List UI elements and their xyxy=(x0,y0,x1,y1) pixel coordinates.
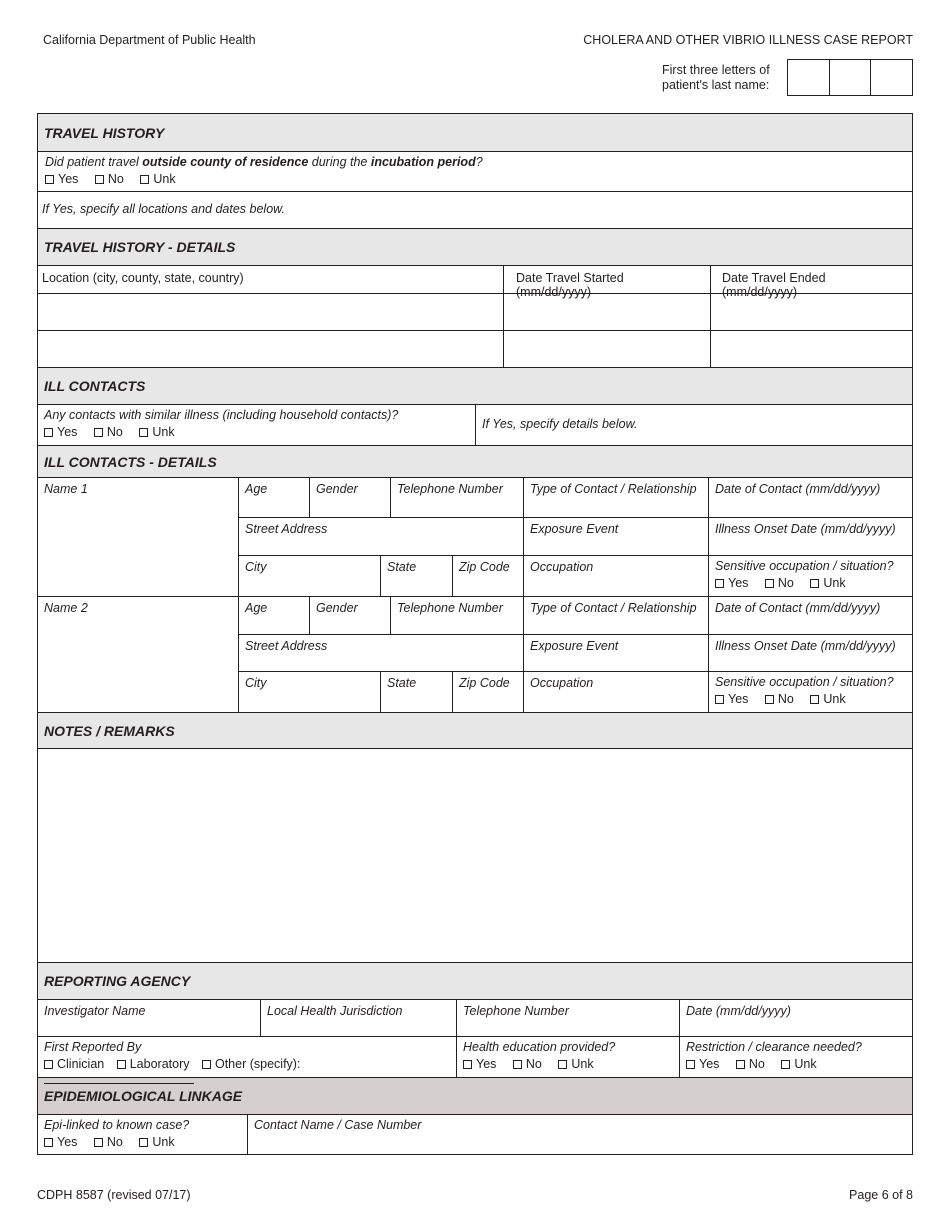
other-checkbox[interactable]: Other (specify): xyxy=(202,1057,300,1071)
travel-details-header: TRAVEL HISTORY - DETAILS xyxy=(38,229,912,266)
agency-name: California Department of Public Health xyxy=(43,33,256,47)
health-ed-no-checkbox[interactable]: No xyxy=(513,1057,542,1071)
checkbox-icon xyxy=(44,1138,53,1147)
checkbox-icon xyxy=(44,428,53,437)
checkbox-icon xyxy=(810,695,819,704)
contact-city[interactable]: City xyxy=(239,556,381,596)
epi-linked-question: Epi-linked to known case? xyxy=(44,1118,190,1132)
page-number: Page 6 of 8 xyxy=(849,1188,913,1202)
sensitive-yes-checkbox[interactable]: Yes xyxy=(715,692,748,706)
health-education-question: Health education provided? xyxy=(463,1040,616,1054)
contact-state[interactable]: State xyxy=(381,672,453,712)
contact-occupation[interactable]: Occupation xyxy=(524,556,709,596)
checkbox-icon xyxy=(715,695,724,704)
contact-city[interactable]: City xyxy=(239,672,381,712)
col-location: Location (city, county, state, country) xyxy=(38,266,504,293)
clinician-checkbox[interactable]: Clinician xyxy=(44,1057,104,1071)
checkbox-icon xyxy=(139,1138,148,1147)
travel-location-field[interactable] xyxy=(38,294,504,330)
travel-start-field[interactable] xyxy=(504,331,711,367)
ill-contacts-specify: If Yes, specify details below. xyxy=(482,417,638,431)
reporting-telephone[interactable]: Telephone Number xyxy=(457,1000,680,1036)
checkbox-icon xyxy=(736,1060,745,1069)
epi-yes-checkbox[interactable]: Yes xyxy=(44,1135,77,1149)
contact-state[interactable]: State xyxy=(381,556,453,596)
contact-date[interactable]: Date of Contact (mm/dd/yyyy) xyxy=(715,601,881,615)
notes-header: NOTES / REMARKS xyxy=(38,713,912,749)
contact-gender[interactable]: Gender xyxy=(310,597,391,634)
epi-unk-checkbox[interactable]: Unk xyxy=(139,1135,174,1149)
col-date-started: Date Travel Started (mm/dd/yyyy) xyxy=(504,266,711,293)
contact-2-name[interactable]: Name 2 xyxy=(38,597,239,712)
contact-telephone[interactable]: Telephone Number xyxy=(391,597,524,634)
last-name-letter-3[interactable] xyxy=(871,60,912,95)
restriction-question: Restriction / clearance needed? xyxy=(686,1040,862,1054)
travel-yes-checkbox[interactable]: Yes xyxy=(45,172,78,186)
contact-age[interactable]: Age xyxy=(239,478,310,517)
contacts-unk-checkbox[interactable]: Unk xyxy=(139,425,174,439)
epi-no-checkbox[interactable]: No xyxy=(94,1135,123,1149)
contact-onset[interactable]: Illness Onset Date (mm/dd/yyyy) xyxy=(715,522,896,536)
contact-2-block xyxy=(38,597,912,713)
travel-question-row xyxy=(38,152,912,192)
checkbox-icon xyxy=(686,1060,695,1069)
contact-date[interactable]: Date of Contact (mm/dd/yyyy) xyxy=(715,482,881,496)
contact-telephone[interactable]: Telephone Number xyxy=(391,478,524,517)
checkbox-icon xyxy=(810,579,819,588)
contact-street[interactable]: Street Address xyxy=(239,518,524,555)
sensitive-question: Sensitive occupation / situation? xyxy=(715,675,894,689)
checkbox-icon xyxy=(117,1060,126,1069)
first-reported-label: First Reported By xyxy=(44,1040,142,1054)
contact-type[interactable]: Type of Contact / Relationship xyxy=(524,478,709,517)
sensitive-unk-checkbox[interactable]: Unk xyxy=(810,576,845,590)
sensitive-no-checkbox[interactable]: No xyxy=(765,576,794,590)
travel-end-field[interactable] xyxy=(711,331,912,367)
sensitive-unk-checkbox[interactable]: Unk xyxy=(810,692,845,706)
form-table xyxy=(37,113,913,1155)
travel-location-field[interactable] xyxy=(38,331,504,367)
contact-zip[interactable]: Zip Code xyxy=(453,672,524,712)
contact-case-number[interactable]: Contact Name / Case Number xyxy=(254,1118,422,1132)
form-id: CDPH 8587 (revised 07/17) xyxy=(37,1188,191,1202)
epi-linkage-header: EPIDEMIOLOGICAL LINKAGE xyxy=(38,1078,912,1115)
report-title: CHOLERA AND OTHER VIBRIO ILLNESS CASE REPORT xyxy=(583,33,913,47)
laboratory-checkbox[interactable]: Laboratory xyxy=(117,1057,190,1071)
contact-exposure[interactable]: Exposure Event xyxy=(524,518,709,555)
contacts-no-checkbox[interactable]: No xyxy=(94,425,123,439)
contact-1-block xyxy=(38,478,912,597)
notes-area[interactable] xyxy=(38,749,912,963)
contact-1-name[interactable]: Name 1 xyxy=(38,478,239,596)
travel-start-field[interactable] xyxy=(504,294,711,330)
checkbox-icon xyxy=(558,1060,567,1069)
col-date-ended: Date Travel Ended (mm/dd/yyyy) xyxy=(722,271,826,299)
travel-detail-row xyxy=(38,294,912,331)
checkbox-icon xyxy=(44,1060,53,1069)
checkbox-icon xyxy=(139,428,148,437)
checkbox-icon xyxy=(765,579,774,588)
ill-contacts-details-header: ILL CONTACTS - DETAILS xyxy=(38,446,912,478)
health-ed-yes-checkbox[interactable]: Yes xyxy=(463,1057,496,1071)
contact-age[interactable]: Age xyxy=(239,597,310,634)
last-name-letter-1[interactable] xyxy=(788,60,830,95)
local-health-jurisdiction[interactable]: Local Health Jurisdiction xyxy=(261,1000,457,1036)
checkbox-icon xyxy=(513,1060,522,1069)
contacts-yes-checkbox[interactable]: Yes xyxy=(44,425,77,439)
last-name-letter-2[interactable] xyxy=(830,60,872,95)
ill-contacts-header: ILL CONTACTS xyxy=(38,368,912,405)
travel-details-header-row xyxy=(38,266,912,299)
investigator-name[interactable]: Investigator Name xyxy=(38,1000,261,1036)
restriction-unk-checkbox[interactable]: Unk xyxy=(781,1057,816,1071)
contact-occupation[interactable]: Occupation xyxy=(524,672,709,712)
checkbox-icon xyxy=(45,175,54,184)
health-ed-unk-checkbox[interactable]: Unk xyxy=(558,1057,593,1071)
other-specify-line[interactable] xyxy=(44,1072,194,1084)
sensitive-question: Sensitive occupation / situation? xyxy=(715,559,894,573)
contact-type[interactable]: Type of Contact / Relationship xyxy=(524,597,709,634)
restriction-yes-checkbox[interactable]: Yes xyxy=(686,1057,719,1071)
contact-street[interactable]: Street Address xyxy=(239,635,524,671)
sensitive-no-checkbox[interactable]: No xyxy=(765,692,794,706)
checkbox-icon xyxy=(202,1060,211,1069)
travel-end-field[interactable] xyxy=(711,294,912,330)
reporting-date[interactable]: Date (mm/dd/yyyy) xyxy=(686,1004,791,1018)
restriction-no-checkbox[interactable]: No xyxy=(736,1057,765,1071)
travel-no-checkbox[interactable]: No xyxy=(95,172,124,186)
sensitive-yes-checkbox[interactable]: Yes xyxy=(715,576,748,590)
travel-detail-row xyxy=(38,331,912,368)
contact-gender[interactable]: Gender xyxy=(310,478,391,517)
travel-question: Did patient travel outside county of residence during the incubation period? xyxy=(45,155,483,169)
contact-zip[interactable]: Zip Code xyxy=(453,556,524,596)
checkbox-icon xyxy=(781,1060,790,1069)
travel-history-header: TRAVEL HISTORY xyxy=(38,114,912,152)
checkbox-icon xyxy=(715,579,724,588)
contact-exposure[interactable]: Exposure Event xyxy=(524,635,709,671)
checkbox-icon xyxy=(94,428,103,437)
checkbox-icon xyxy=(140,175,149,184)
checkbox-icon xyxy=(94,1138,103,1147)
checkbox-icon xyxy=(463,1060,472,1069)
reporting-agency-header: REPORTING AGENCY xyxy=(38,963,912,1000)
ill-contacts-question: Any contacts with similar illness (including household contacts)? xyxy=(44,408,399,422)
last-name-boxes xyxy=(787,59,913,96)
travel-specify-note: If Yes, specify all locations and dates below. xyxy=(42,202,285,216)
travel-unk-checkbox[interactable]: Unk xyxy=(140,172,175,186)
checkbox-icon xyxy=(765,695,774,704)
checkbox-icon xyxy=(95,175,104,184)
contact-onset[interactable]: Illness Onset Date (mm/dd/yyyy) xyxy=(715,639,896,653)
last-name-label: First three letters of patient's last name: xyxy=(662,63,770,92)
